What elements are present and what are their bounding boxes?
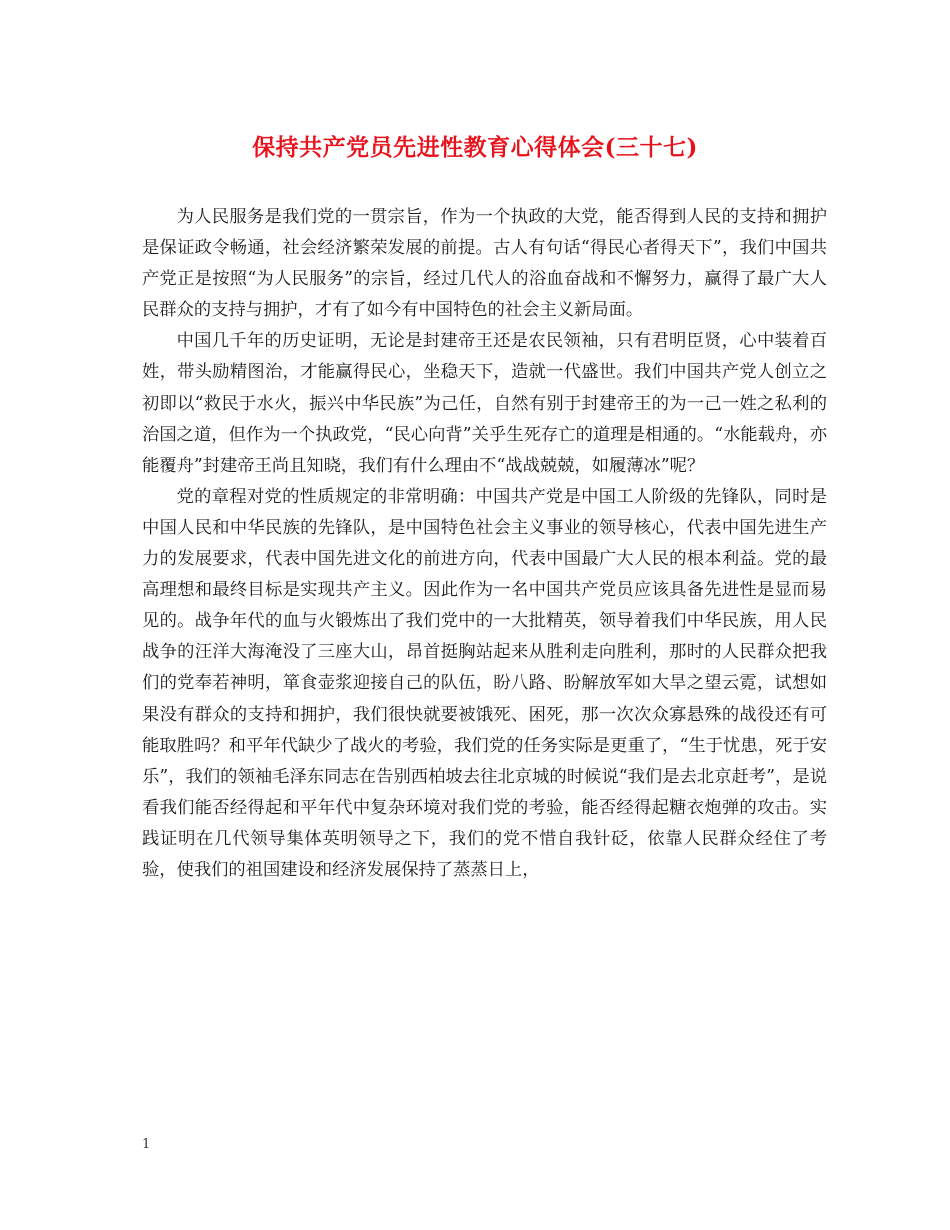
document-title: 保持共产党员先进性教育心得体会(三十七) xyxy=(252,134,698,161)
paragraph-3: 党的章程对党的性质规定的非常明确：中国共产党是中国工人阶级的先锋队，同时是中国人民和中华民族的先锋队，是中国特色社会主义事业的领导核心，代表中国先进生产力的发展要求，代表中国先进文化的前进方向，代表中国最广大人民的根本利益。党的最高理想和最终目标是实现共产主义。因此作为一名中国共产党员应该具备先进性是显而易见的。战争年代的血与火锻炼出了我们党中的一大批精英，领导着我们中华民族，用人民战争的汪洋大海淹没了三座大山，昂首挺胸站起来从胜利走向胜利，那时的人民群众把我们的党奉若神明，箪食壶浆迎接自己的队伍，盼八路、盼解放军如大旱之望云霓，试想如果没有群众的支持和拥护，我们很快就要被饿死、困死，那一次次众寡悬殊的战役还有可能取胜吗？和平年代缺少了战火的考验，我们党的任务实际是更重了，“生于忧患，死于安乐”，我们的领袖毛泽东同志在告别西柏坡去往北京城的时候说“我们是去北京赶考”，是说看我们能否经得起和平年代中复杂环境对我们党的考验，能否经得起糖衣炮弹的攻击。实践证明在几代领导集体英明领导之下，我们的党不惜自我针砭，依靠人民群众经住了考验，使我们的祖国建设和经济发展保持了蒸蒸日上， xyxy=(142,486,827,880)
paragraph-1: 为人民服务是我们党的一贯宗旨，作为一个执政的大党，能否得到人民的支持和拥护是保证政令畅通，社会经济繁荣发展的前提。古人有句话“得民心者得天下”，我们中国共产党正是按照“为人民服务”的宗旨，经过几代人的浴血奋战和不懈努力，赢得了最广大人民群众的支持与拥护，才有了如今有中国特色的社会主义新局面。 xyxy=(142,207,827,321)
page-number: 1 xyxy=(142,1137,151,1152)
document-body xyxy=(142,202,827,886)
paragraph-2: 中国几千年的历史证明，无论是封建帝王还是农民领袖，只有君明臣贤，心中装着百姓，带头励精图治，才能赢得民心，坐稳天下，造就一代盛世。我们中国共产党人创立之初即以“救民于水火，振兴中华民族”为己任，自然有别于封建帝王的为一己一姓之私利的治国之道，但作为一个执政党，“民心向背”关乎生死存亡的道理是相通的。“水能载舟，亦能覆舟”封建帝王尚且知晓，我们有什么理由不“战战兢兢，如履薄冰”呢？ xyxy=(142,331,827,476)
